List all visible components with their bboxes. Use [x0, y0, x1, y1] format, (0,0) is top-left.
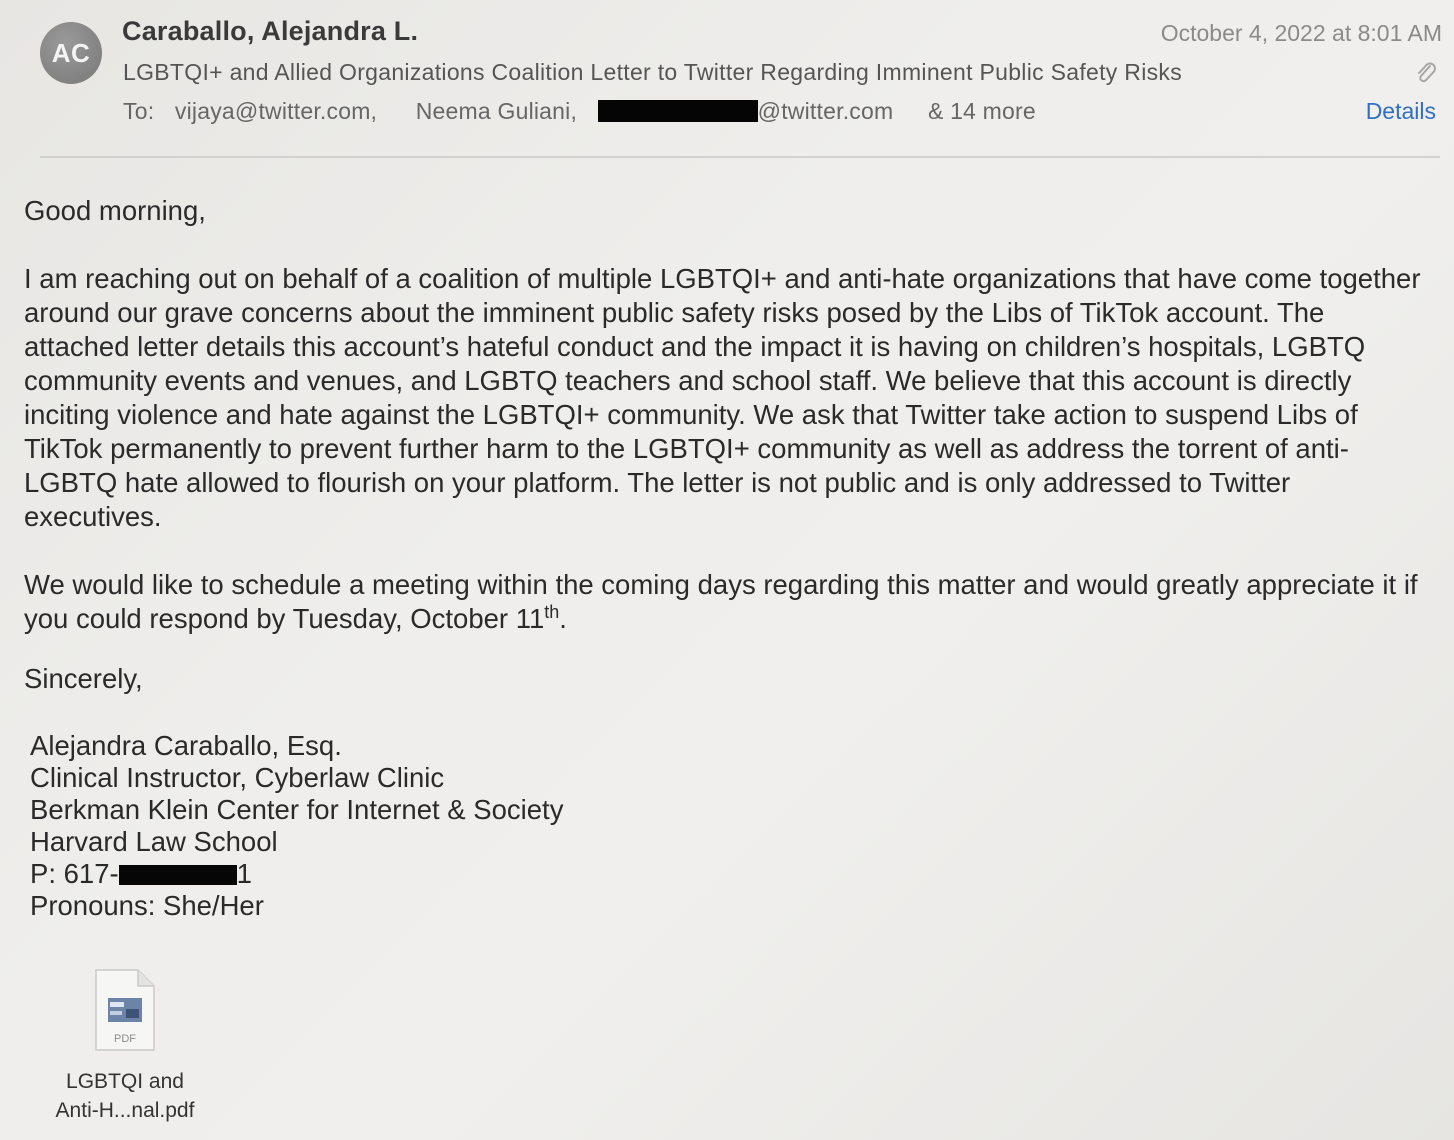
- header-divider: [40, 156, 1440, 158]
- recipient-redacted[interactable]: @twitter.com: [757, 98, 894, 124]
- signature-org: Berkman Klein Center for Internet & Society: [30, 794, 564, 825]
- signature-name: Alejandra Caraballo, Esq.: [30, 730, 342, 761]
- redaction-bar: [598, 100, 758, 122]
- recipients-row: [123, 98, 1036, 125]
- details-link[interactable]: Details: [1365, 98, 1436, 124]
- paperclip-icon[interactable]: [1414, 60, 1438, 86]
- email-body: [24, 194, 1434, 922]
- phone-suffix: 1: [236, 858, 252, 889]
- attachment-filename-line-1: LGBTQI and: [66, 1070, 184, 1093]
- pdf-file-icon[interactable]: [94, 968, 156, 1052]
- signature-pronouns: Pronouns: She/Her: [30, 890, 264, 921]
- attachment-filename[interactable]: [40, 1067, 210, 1125]
- recipient-vijaya[interactable]: vijaya@twitter.com,: [174, 98, 378, 124]
- pdf-icon-label: PDF: [114, 1033, 136, 1045]
- sender-name: Caraballo, Alejandra L.: [122, 16, 419, 46]
- pdf-attachment[interactable]: [40, 968, 210, 1125]
- recipient-neema-guliani[interactable]: Neema Guliani,: [415, 98, 578, 124]
- avatar: AC: [40, 22, 102, 84]
- to-label: To:: [123, 98, 155, 124]
- signature-title: Clinical Instructor, Cyberlaw Clinic: [30, 762, 445, 793]
- phone-redaction-bar: [119, 865, 237, 885]
- paragraph-2-text: We would like to schedule a meeting within the coming days regarding this matter and would greatly appreciate it if you could respond by Tuesday, October 11: [24, 569, 1418, 634]
- body-paragraph-1: I am reaching out on behalf of a coalition of multiple LGBTQI+ and anti-hate organizations that have come together around our grave concerns about the imminent public safety risks posed by the Libs of TikTok account. The attached letter details this account’s hateful conduct and the impact it is having on children’s hospitals, LGBTQ community events and venues, and LGBTQ teachers and school staff. We believe that this account is directly inciting violence and hate against the LGBTQI+ community. We ask that Twitter take action to suspend Libs of TikTok permanently to prevent further harm to the LGBTQI+ community as well as address the torrent of anti-LGBTQ hate allowed to flourish on your platform. The letter is not public and is only addressed to Twitter executives.: [24, 263, 1421, 532]
- phone-prefix: P: 617-: [30, 858, 119, 889]
- ordinal-suffix: th: [544, 601, 560, 622]
- closing: Sincerely,: [24, 663, 143, 694]
- body-paragraph-2: [24, 568, 1434, 636]
- signature-block: [24, 730, 1434, 922]
- paragraph-2-period: .: [559, 603, 567, 634]
- more-recipients-link[interactable]: & 14 more: [927, 98, 1036, 124]
- email-subject: LGBTQI+ and Allied Organizations Coalition Letter to Twitter Regarding Imminent Public Safety Risks: [123, 59, 1183, 85]
- signature-school: Harvard Law School: [30, 826, 278, 857]
- attachment-filename-line-2: Anti-H...nal.pdf: [55, 1099, 195, 1122]
- signature-phone: [30, 858, 1434, 890]
- email-date: October 4, 2022 at 8:01 AM: [1160, 20, 1442, 46]
- greeting: Good morning,: [24, 195, 206, 226]
